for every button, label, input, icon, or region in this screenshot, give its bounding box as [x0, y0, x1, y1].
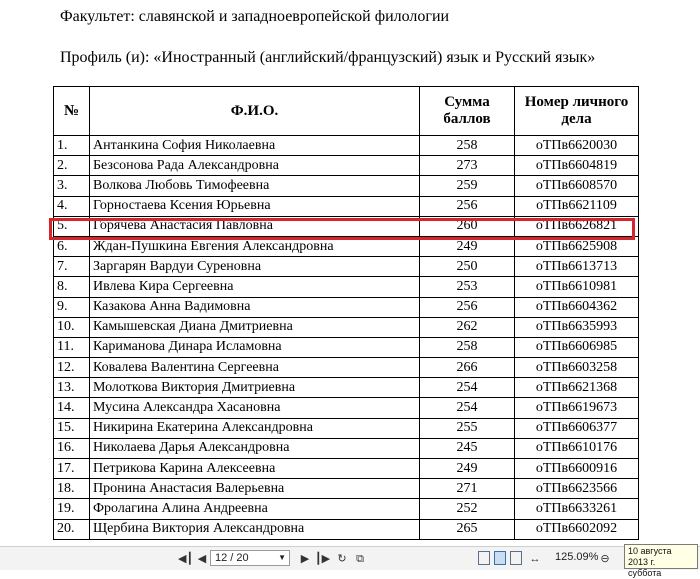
pdf-viewer-toolbar	[0, 546, 700, 570]
row-name: Щербина Виктория Александровна	[90, 519, 420, 539]
table-row	[54, 438, 639, 458]
next-page-icon[interactable]: ▶	[300, 553, 310, 565]
row-score: 253	[420, 277, 515, 297]
single-page-icon[interactable]	[478, 551, 490, 565]
two-page-icon[interactable]	[510, 551, 522, 565]
row-file-number: оТПв6610176	[515, 438, 639, 458]
row-number: 18.	[54, 479, 90, 499]
table-row	[54, 196, 639, 216]
row-file-number: оТПв6626821	[515, 216, 639, 236]
row-name: Заргарян Вардуи Суреновна	[90, 257, 420, 277]
row-name: Кариманова Динара Исламовна	[90, 337, 420, 357]
page-number-input[interactable]	[210, 550, 290, 566]
row-file-number: оТПв6603258	[515, 358, 639, 378]
row-number: 5.	[54, 216, 90, 236]
row-file-number: оТПв6620030	[515, 136, 639, 156]
first-page-icon[interactable]: ◀┃	[178, 553, 194, 565]
row-score: 258	[420, 337, 515, 357]
row-name: Петрикова Карина Алексеевна	[90, 459, 420, 479]
row-number: 2.	[54, 156, 90, 176]
row-score: 254	[420, 378, 515, 398]
table-row	[54, 337, 639, 357]
row-number: 12.	[54, 358, 90, 378]
row-name: Молоткова Виктория Дмитриевна	[90, 378, 420, 398]
row-file-number: оТПв6602092	[515, 519, 639, 539]
row-score: 266	[420, 358, 515, 378]
row-number: 10.	[54, 317, 90, 337]
row-name: Ковалева Валентина Сергеевна	[90, 358, 420, 378]
header-file-number: Номер личного дела	[515, 87, 639, 136]
table-row	[54, 418, 639, 438]
row-score: 249	[420, 459, 515, 479]
table-row	[54, 499, 639, 519]
row-file-number: оТПв6600916	[515, 459, 639, 479]
row-number: 11.	[54, 337, 90, 357]
tooltip-date: 10 августа 2013 г.	[628, 546, 672, 567]
row-number: 1.	[54, 136, 90, 156]
row-score: 260	[420, 216, 515, 236]
row-score: 262	[420, 317, 515, 337]
header-fio: Ф.И.О.	[90, 87, 420, 136]
row-score: 265	[420, 519, 515, 539]
row-name: Горячева Анастасия Павловна	[90, 216, 420, 236]
row-number: 7.	[54, 257, 90, 277]
continuous-page-icon[interactable]	[494, 551, 506, 565]
row-number: 20.	[54, 519, 90, 539]
row-score: 258	[420, 136, 515, 156]
table-row	[54, 297, 639, 317]
table-row	[54, 216, 639, 236]
tooltip-weekday: суббота	[628, 568, 662, 578]
header-score: Сумма баллов	[420, 87, 515, 136]
date-tooltip	[624, 544, 698, 578]
row-file-number: оТПв6608570	[515, 176, 639, 196]
zoom-level[interactable]: 125.09%	[555, 551, 599, 563]
row-number: 6.	[54, 236, 90, 256]
row-number: 13.	[54, 378, 90, 398]
row-file-number: оТПв6623566	[515, 479, 639, 499]
row-file-number: оТПв6633261	[515, 499, 639, 519]
copy-icon[interactable]: ⧉	[356, 553, 364, 565]
row-file-number: оТПв6621109	[515, 196, 639, 216]
row-file-number: оТПв6604362	[515, 297, 639, 317]
table-row	[54, 277, 639, 297]
table-row	[54, 459, 639, 479]
row-number: 4.	[54, 196, 90, 216]
row-number: 16.	[54, 438, 90, 458]
last-page-icon[interactable]: ┃▶	[315, 553, 331, 565]
row-name: Николаева Дарья Александровна	[90, 438, 420, 458]
table-row	[54, 519, 639, 539]
row-score: 256	[420, 297, 515, 317]
row-number: 19.	[54, 499, 90, 519]
row-number: 9.	[54, 297, 90, 317]
row-score: 245	[420, 438, 515, 458]
profile-line: Профиль (и): «Иностранный (английский/французский) язык и Русский язык»	[60, 49, 596, 66]
row-name: Ждан-Пушкина Евгения Александровна	[90, 236, 420, 256]
row-score: 255	[420, 418, 515, 438]
row-file-number: оТПв6606985	[515, 337, 639, 357]
row-name: Камышевская Диана Дмитриевна	[90, 317, 420, 337]
table-row	[54, 317, 639, 337]
table-row	[54, 479, 639, 499]
table-row	[54, 378, 639, 398]
table-row	[54, 398, 639, 418]
table-row	[54, 257, 639, 277]
row-file-number: оТПв6610981	[515, 277, 639, 297]
row-file-number: оТПв6621368	[515, 378, 639, 398]
chevron-down-icon: ▼	[278, 553, 286, 562]
row-file-number: оТПв6613713	[515, 257, 639, 277]
row-name: Волкова Любовь Тимофеевна	[90, 176, 420, 196]
row-name: Фролагина Алина Андреевна	[90, 499, 420, 519]
row-name: Безсонова Рада Александровна	[90, 156, 420, 176]
table-row	[54, 156, 639, 176]
row-score: 273	[420, 156, 515, 176]
row-score: 271	[420, 479, 515, 499]
row-number: 14.	[54, 398, 90, 418]
row-score: 249	[420, 236, 515, 256]
table-row	[54, 176, 639, 196]
row-number: 8.	[54, 277, 90, 297]
row-name: Никирина Екатерина Александровна	[90, 418, 420, 438]
fit-width-icon[interactable]: ↔	[529, 553, 541, 565]
row-number: 17.	[54, 459, 90, 479]
row-file-number: оТПв6635993	[515, 317, 639, 337]
row-number: 3.	[54, 176, 90, 196]
row-score: 259	[420, 176, 515, 196]
prev-page-icon[interactable]: ◀	[197, 553, 207, 565]
faculty-line: Факультет: славянской и западноевропейской филологии	[60, 8, 450, 25]
rotate-icon[interactable]: ↻	[337, 553, 347, 565]
row-number: 15.	[54, 418, 90, 438]
row-name: Горностаева Ксения Юрьевна	[90, 196, 420, 216]
row-name: Казакова Анна Вадимовна	[90, 297, 420, 317]
row-file-number: оТПв6606377	[515, 418, 639, 438]
row-file-number: оТПв6604819	[515, 156, 639, 176]
row-score: 254	[420, 398, 515, 418]
table-row	[54, 136, 639, 156]
table-header-row	[54, 87, 639, 136]
row-file-number: оТПв6625908	[515, 236, 639, 256]
row-score: 256	[420, 196, 515, 216]
row-name: Пронина Анастасия Валерьевна	[90, 479, 420, 499]
row-file-number: оТПв6619673	[515, 398, 639, 418]
row-name: Ивлева Кира Сергеевна	[90, 277, 420, 297]
row-name: Мусина Александра Хасановна	[90, 398, 420, 418]
row-score: 252	[420, 499, 515, 519]
zoom-out-icon[interactable]: ⊖	[600, 553, 610, 565]
row-score: 250	[420, 257, 515, 277]
table-row	[54, 236, 639, 256]
table-row	[54, 358, 639, 378]
header-number: №	[54, 87, 90, 136]
row-name: Антанкина София Николаевна	[90, 136, 420, 156]
applicants-table	[53, 86, 639, 540]
page-indicator: 12 / 20	[215, 552, 249, 564]
